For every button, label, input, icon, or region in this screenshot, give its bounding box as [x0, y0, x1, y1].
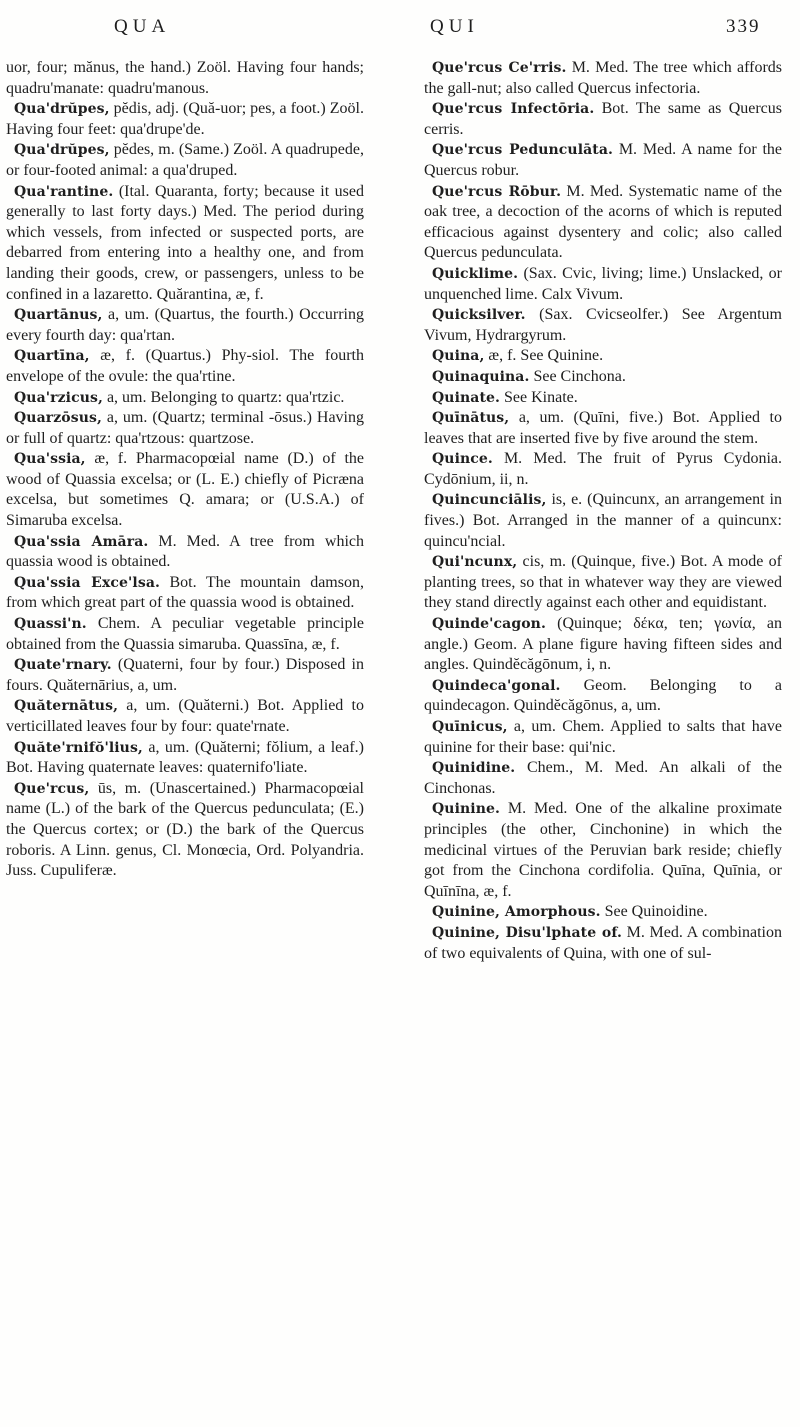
- dictionary-entry: [424, 367, 782, 388]
- entry-definition: a, um. (Quăterni.) Bot. Applied to verticillated leaves four by four: quate'rnate.: [6, 697, 364, 735]
- entry-headword: Que'rcus Infectōria.: [432, 101, 595, 118]
- entry-definition: pĕdes, m. (Same.) Zoöl. A quadrupede, or four-footed animal: a qua'druped.: [6, 141, 364, 179]
- entry-definition: See Cinchona.: [529, 367, 626, 385]
- entry-headword: Qua'rantine.: [14, 183, 114, 200]
- dictionary-entry: [6, 388, 364, 409]
- entry-definition: æ, f. See Quinine.: [484, 347, 604, 365]
- dictionary-entry: [424, 99, 782, 140]
- entry-headword: Quate'rnary.: [14, 657, 112, 674]
- entry-headword: Qui'ncunx,: [432, 554, 518, 571]
- running-head-left: QUA: [114, 16, 171, 37]
- entry-headword: Que'rcus Pedunculāta.: [432, 142, 614, 159]
- entry-definition: a, um. (Quartz; terminal -ōsus.) Having or full of quartz: qua'rtzous: quartzose.: [6, 409, 364, 447]
- entry-headword: Quicklime.: [432, 265, 519, 282]
- entry-headword: Quartānus,: [14, 307, 103, 324]
- dictionary-entry: [6, 305, 364, 346]
- right-column: [424, 58, 782, 964]
- entry-definition: a, um. Belonging to quartz: qua'rtzic.: [102, 388, 345, 406]
- entry-headword: Quicksilver.: [432, 307, 526, 324]
- entry-definition: (Sax. Cvic, living; lime.) Unslacked, or unquenched lime. Calx Vivum.: [424, 264, 782, 303]
- dictionary-entry: [6, 532, 364, 573]
- dictionary-entry: [6, 99, 364, 140]
- dictionary-entry: [424, 449, 782, 490]
- entry-headword: Quindeca'gonal.: [432, 677, 561, 694]
- entry-definition: (Ital. Quaranta, forty; because it used generally to last forty days.) Med. The period during which vessels, from infected or suspected ports, are debarred from entering into a healthy one, and from landing their goods, crew, or passengers, unless to be confined in a lazaretto. Quărantina, æ, f.: [6, 182, 364, 303]
- entry-definition: is, e. (Quincunx, an arrangement in fives.) Bot. Arranged in the manner of a quincunx: quincu'ncial.: [424, 491, 782, 550]
- entry-definition: uor, four; mănus, the hand.) Zoöl. Having four hands; quadru'manate: quadru'manous.: [6, 59, 364, 97]
- entry-headword: Qua'ssia Exce'lsa.: [14, 574, 160, 591]
- entry-definition: a, um. (Quartus, the fourth.) Occurring every fourth day: qua'rtan.: [6, 306, 364, 344]
- entry-definition: M. Med. The tree which affords the gall-nut; also called Quercus infectoria.: [424, 59, 782, 97]
- entry-headword: Quăte'rnifŏ'lius,: [14, 739, 143, 756]
- entry-headword: Que'rcus Rōbur.: [432, 183, 562, 200]
- page-header: [0, 16, 800, 50]
- entry-definition: See Kinate.: [500, 388, 578, 406]
- dictionary-entry: [424, 552, 782, 614]
- entry-headword: Quinate.: [432, 389, 500, 406]
- dictionary-entry: [6, 738, 364, 779]
- entry-definition: (Quaterni, four by four.) Disposed in fours. Quăternārius, a, um.: [6, 656, 364, 694]
- dictionary-entry: [424, 264, 782, 305]
- entry-definition: M. Med. The fruit of Pyrus Cydonia. Cydōnium, ii, n.: [424, 450, 782, 488]
- dictionary-entry: [424, 902, 782, 923]
- entry-headword: Qua'ssia,: [14, 451, 86, 468]
- dictionary-entry: [6, 449, 364, 531]
- dictionary-entry: [6, 573, 364, 614]
- entry-headword: Quăternātus,: [14, 698, 119, 715]
- entry-definition: M. Med. A combination of two equivalents of Quina, with one of sul-: [424, 923, 782, 962]
- entry-headword: Quinidine.: [432, 760, 516, 777]
- dictionary-entry: [6, 182, 364, 306]
- entry-definition: a, um. (Quīni, five.) Bot. Applied to leaves that are inserted five by five around the stem.: [424, 409, 782, 447]
- entry-headword: Quīnātus,: [432, 410, 510, 427]
- entry-definition: a, um. Chem. Applied to salts that have quinine for their base: qui'nic.: [424, 718, 782, 756]
- entry-definition: M. Med. Systematic name of the oak tree, a decoction of the acorns of which is reputed efficacious against dysentery and colic; also called Quercus pedunculata.: [424, 182, 782, 262]
- dictionary-entry: [6, 408, 364, 449]
- page-number: 339: [726, 16, 761, 37]
- entry-headword: Qua'rzicus,: [14, 389, 103, 406]
- entry-definition: ūs, m. (Unascertained.) Pharmacopœial name (L.) of the bark of the Quercus pedunculata; (E.) the Quercus cortex; or (D.) the bark of the Quercus roboris. A Linn. genus, Cl. Monœcia, Ord. Polyandria. Juss. Cupuliferæ.: [6, 779, 364, 880]
- dictionary-entry: [6, 346, 364, 387]
- dictionary-entry: [424, 140, 782, 181]
- entry-definition: Chem. A peculiar vegetable principle obtained from the Quassia simaruba. Quassīna, æ, f.: [6, 615, 364, 653]
- entry-definition: a, um. (Quăterni; fŏlium, a leaf.) Bot. Having quaternate leaves: quaternifo'liate.: [6, 738, 364, 777]
- entry-headword: Qua'drŭpes,: [14, 142, 110, 159]
- entry-headword: Quassi'n.: [14, 616, 87, 633]
- entry-headword: Quinine, Amorphous.: [432, 904, 601, 921]
- entry-definition: (Sax. Cvicseolfer.) See Argentum Vivum, Hydrargyrum.: [424, 306, 782, 344]
- dictionary-entry: [424, 182, 782, 264]
- entry-headword: Qua'drŭpes,: [14, 101, 110, 118]
- dictionary-entry: [424, 305, 782, 346]
- entry-definition: cis, m. (Quinque, five.) Bot. A mode of planting trees, so that in whatever way they are viewed they stand directly against each other and equidistant.: [424, 553, 782, 612]
- entry-headword: Qua'ssia Amāra.: [14, 533, 149, 550]
- entry-definition: Bot. The mountain damson, from which great part of the quassia wood is obtained.: [6, 573, 364, 612]
- dictionary-entry: [424, 923, 782, 964]
- dictionary-entry: [424, 799, 782, 902]
- dictionary-entry: [6, 779, 364, 882]
- entry-definition: æ, f. (Quartus.) Phy-siol. The fourth envelope of the ovule: the qua'rtine.: [6, 347, 364, 385]
- dictionary-entry: [6, 696, 364, 737]
- dictionary-entry: [424, 614, 782, 676]
- dictionary-entry: [424, 408, 782, 449]
- dictionary-entry: [424, 388, 782, 409]
- dictionary-entry: [6, 655, 364, 696]
- entry-definition: M. Med. A name for the Quercus robur.: [424, 141, 782, 179]
- entry-definition: M. Med. One of the alkaline proximate principles (the other, Cinchonine) in which the medicinal virtues of the Peruvian bark reside; chiefly got from the Cinchona cordifolia. Quīna, Quīnia, or Quīnīna, æ, f.: [424, 800, 782, 900]
- entry-headword: Que'rcus Ce'rris.: [432, 60, 567, 76]
- entry-headword: Quinine.: [432, 801, 500, 818]
- entry-headword: Quinine, Disu'lphate of.: [432, 924, 622, 941]
- entry-definition: æ, f. Pharmacopœial name (D.) of the wood of Quassia excelsa; or (L. E.) chiefly of Picræna excelsa, but sometimes Q. amara; or (U.S.A.) of Simaruba excelsa.: [6, 450, 364, 530]
- entry-headword: Quartīna,: [14, 348, 90, 365]
- entry-headword: Quīnicus,: [432, 719, 508, 735]
- entry-headword: Quinde'cagon.: [432, 616, 546, 633]
- entry-definition: (Quinque; δέκα, ten; γωνία, an angle.) Geom. A plane figure having fifteen sides and angles. Quindĕcăgōnum, i, n.: [424, 615, 782, 674]
- entry-headword: Quincunciālis,: [432, 492, 547, 509]
- entry-definition: See Quinoidine.: [600, 903, 708, 921]
- dictionary-entry: [424, 758, 782, 799]
- entry-definition: Geom. Belonging to a quindecagon. Quindĕcăgōnus, a, um.: [424, 676, 782, 715]
- dictionary-entry: [424, 676, 782, 717]
- entry-headword: Que'rcus,: [14, 780, 90, 797]
- entry-headword: Quinaquina.: [432, 368, 530, 385]
- dictionary-entry: [424, 490, 782, 552]
- entry-definition: Bot. The same as Quercus cerris.: [424, 100, 783, 138]
- entry-definition: Chem., M. Med. An alkali of the Cinchonas.: [424, 759, 782, 797]
- dictionary-entry: [6, 614, 364, 655]
- dictionary-entry: [6, 140, 364, 181]
- running-head-center: QUI: [430, 16, 479, 37]
- dictionary-entry: [6, 58, 364, 99]
- entry-headword: Quarzōsus,: [14, 410, 102, 427]
- left-column: [6, 58, 364, 882]
- entry-headword: Quince.: [432, 451, 493, 468]
- dictionary-entry: [424, 717, 782, 758]
- entry-definition: M. Med. A tree from which quassia wood is obtained.: [6, 532, 365, 571]
- entry-definition: pĕdis, adj. (Quă-uor; pes, a foot.) Zoöl. Having four feet: qua'drupe'de.: [6, 100, 364, 138]
- dictionary-entry: [424, 346, 782, 367]
- entry-headword: Quina,: [432, 348, 485, 365]
- dictionary-entry: [424, 58, 782, 99]
